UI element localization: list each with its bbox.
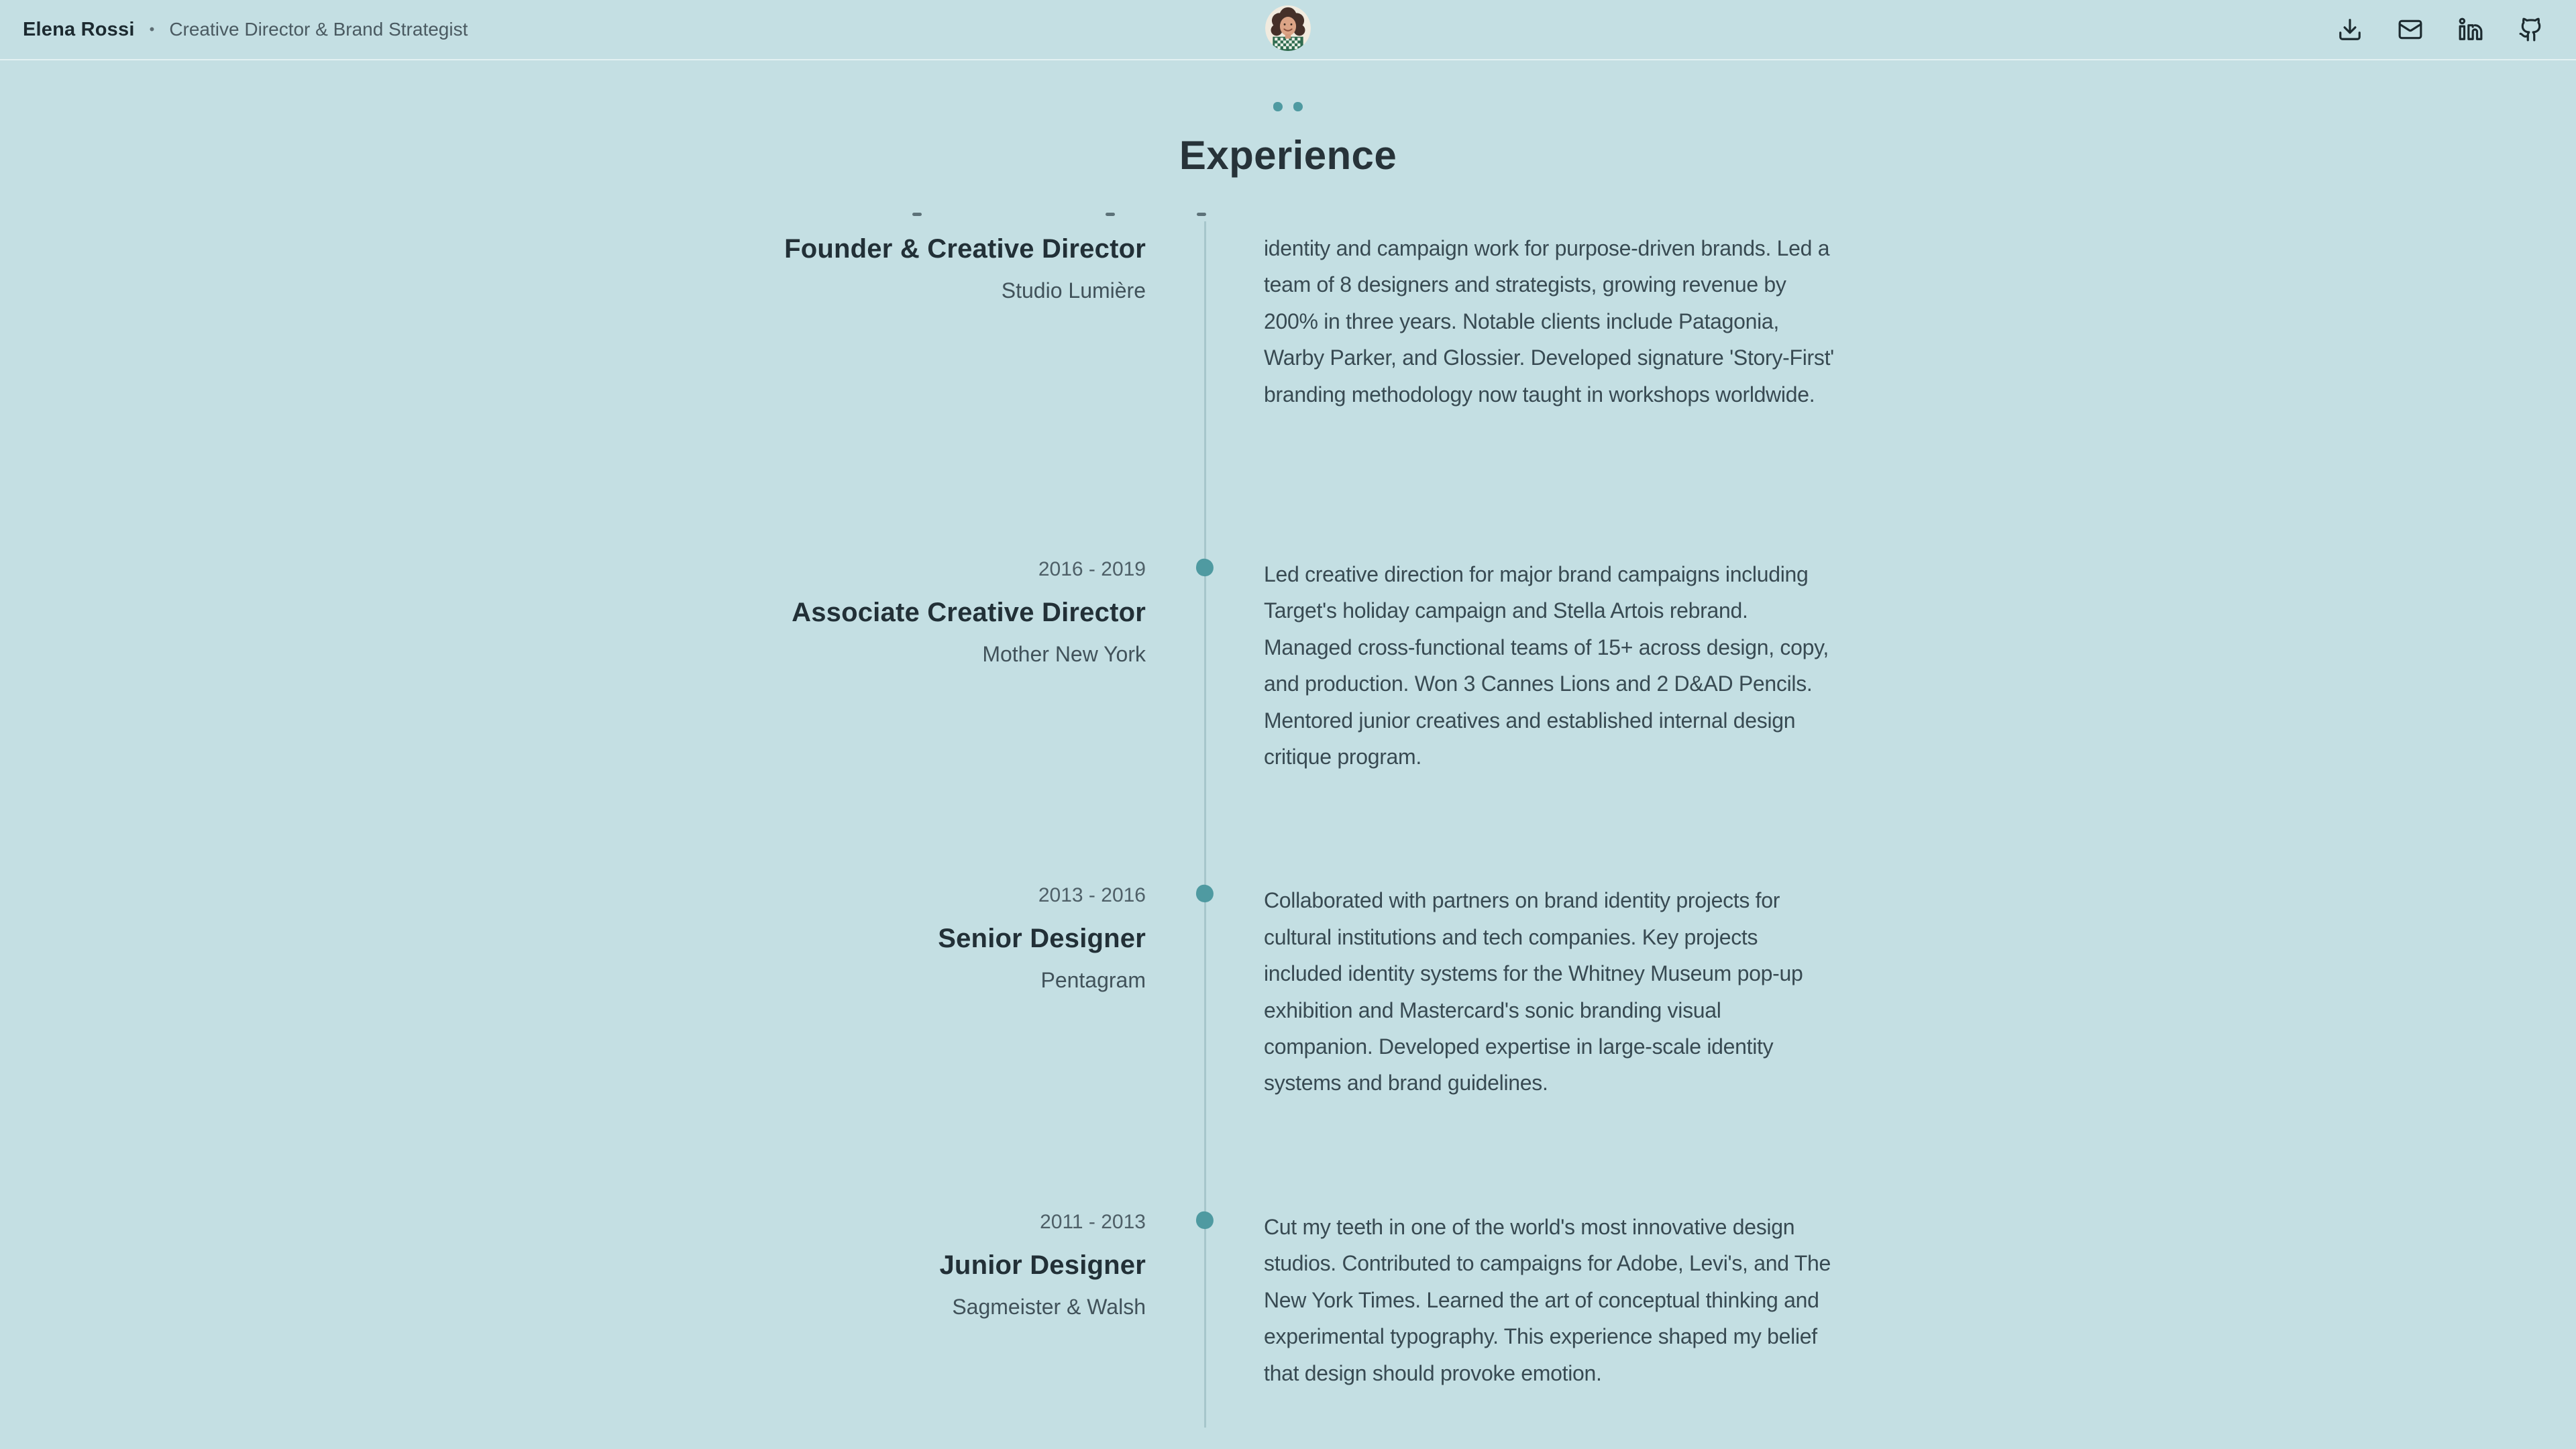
entry-description: identity and campaign work for purpose-driven brands. Led a team of 8 designers and strategists, growing revenue by 200% in three years. Notable clients include Patagonia, Warby Parker, and Glossier. Developed signature 'Story-First' branding methodology now taught in workshops worldwide. <box>1264 236 1834 407</box>
person-role: Creative Director & Brand Strategist <box>169 19 468 40</box>
email-button[interactable] <box>2398 17 2423 42</box>
experience-entry <box>743 556 1833 775</box>
linkedin-button[interactable] <box>2458 17 2483 42</box>
timeline-dot <box>1195 1210 1214 1230</box>
entry-title: Founder & Creative Director <box>784 234 1146 264</box>
avatar-illustration <box>1265 5 1311 51</box>
clipped-text-remnant <box>743 213 1833 218</box>
download-button[interactable] <box>2337 17 2363 42</box>
person-name: Elena Rossi <box>23 18 135 40</box>
entry-title: Senior Designer <box>938 924 1146 954</box>
entry-date: 2011 - 2013 <box>1040 1210 1146 1233</box>
experience-timeline <box>743 221 1833 1428</box>
entry-axis <box>1146 230 1264 449</box>
entry-meta <box>743 230 1146 449</box>
entry-meta <box>743 882 1146 1101</box>
identity <box>23 19 468 41</box>
entry-description: Led creative direction for major brand campaigns including Target's holiday campaign and Stella Artois rebrand. Managed cross-functional teams of 15+ across design, copy, and production. Won 3 Cannes Lions and 2 D&AD Pencils. Mentored junior creatives and established internal design critique program. <box>1264 562 1829 769</box>
entry-date: 2016 - 2019 <box>1038 558 1146 580</box>
entry-date: 2013 - 2016 <box>1038 884 1146 907</box>
entry-description: Cut my teeth in one of the world's most innovative design studios. Contributed to campaigns for Adobe, Levi's, and The New York Times. Learned the art of conceptual thinking and experimental typography. This experience shaped my belief that design should provoke emotion. <box>1264 1214 1831 1385</box>
experience-entry <box>743 882 1833 1101</box>
entry-company: Mother New York <box>982 642 1146 666</box>
entry-axis <box>1146 556 1264 775</box>
download-icon <box>2337 17 2363 42</box>
entry-title: Associate Creative Director <box>792 598 1146 627</box>
page-title: Experience <box>1179 133 1397 178</box>
entry-company: Studio Lumière <box>1001 278 1146 303</box>
separator-dot: • <box>149 21 155 38</box>
section-pagination <box>0 102 2576 111</box>
linkedin-icon <box>2458 17 2483 42</box>
mail-icon <box>2398 17 2423 42</box>
site-header <box>0 0 2576 60</box>
entry-title: Junior Designer <box>939 1250 1146 1280</box>
entry-axis <box>1146 882 1264 1101</box>
timeline-dot <box>1195 557 1214 577</box>
timeline-dot <box>1195 884 1214 904</box>
github-icon <box>2518 17 2544 42</box>
header-actions <box>2337 17 2544 42</box>
pagination-dot-2[interactable] <box>1293 102 1303 111</box>
entry-company: Pentagram <box>1040 968 1146 993</box>
pagination-dot-1[interactable] <box>1273 102 1283 111</box>
avatar[interactable] <box>1265 5 1311 51</box>
github-button[interactable] <box>2518 17 2544 42</box>
experience-entry <box>743 230 1833 449</box>
entry-axis <box>1146 1209 1264 1428</box>
experience-entry <box>743 1209 1833 1428</box>
entry-meta <box>743 556 1146 775</box>
entry-meta <box>743 1209 1146 1428</box>
entry-description: Collaborated with partners on brand identity projects for cultural institutions and tech companies. Key projects included identity systems for the Whitney Museum pop-up exhibition and Mastercard's sonic branding visual companion. Developed expertise in large-scale identity systems and brand guidelines. <box>1264 888 1803 1095</box>
entry-company: Sagmeister & Walsh <box>952 1294 1146 1319</box>
